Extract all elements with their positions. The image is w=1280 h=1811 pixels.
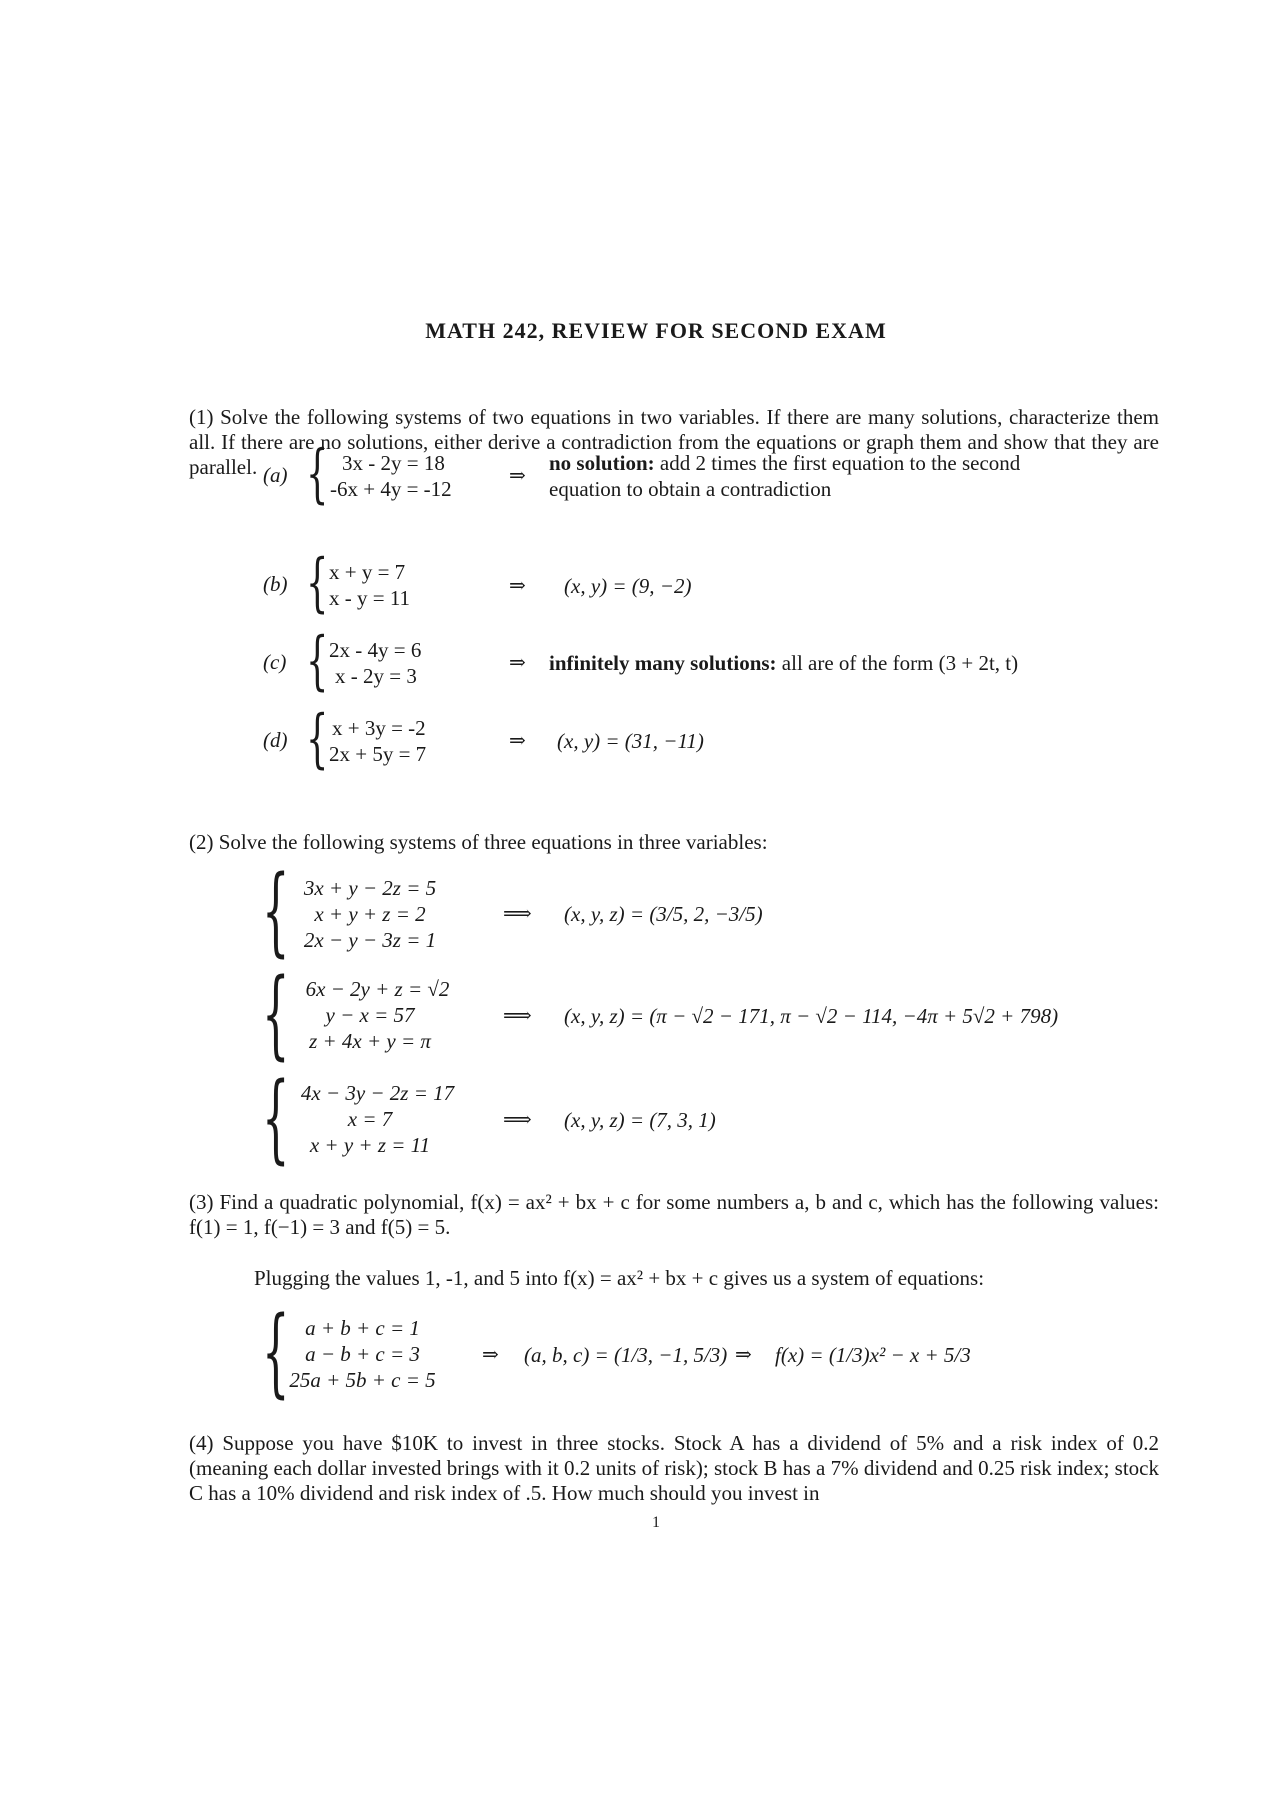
brace: { — [306, 437, 329, 511]
equation: a + b + c = 1 — [305, 1316, 420, 1340]
equation: 6x − 2y + z = √2 — [305, 977, 450, 1001]
answer-text: equation to obtain a contradiction — [549, 477, 832, 501]
implies-arrow: ⇒ — [735, 1344, 752, 1366]
label-d: (d) — [263, 728, 288, 752]
answer-abc: (a, b, c) = (1/3, −1, 5/3) — [524, 1343, 728, 1367]
equation: x - 2y = 3 — [335, 664, 417, 688]
problem-4-text: (4) Suppose you have $10K to invest in three stocks. Stock A has a dividend of 5% and a risk index of 0.2 (meaning each dollar invested brings with it 0.2 units of risk); stock B has a 7% dividend and 0.25 risk index; stock C has a 10% dividend and risk index of .5. How much should you invest in — [189, 1431, 1159, 1505]
equation: x + y + z = 2 — [314, 902, 426, 926]
brace: { — [262, 1296, 290, 1408]
answer: (x, y) = (31, −11) — [557, 729, 704, 753]
equation: a − b + c = 3 — [305, 1342, 420, 1366]
brace: { — [306, 546, 329, 620]
equation: x + y = 7 — [329, 560, 406, 584]
brace: { — [262, 1062, 290, 1174]
implies-arrow: ⇒ — [509, 652, 526, 674]
answer — [549, 651, 1018, 676]
page-number: 1 — [652, 1514, 660, 1531]
brace: { — [262, 855, 290, 967]
equation: 25a + 5b + c = 5 — [289, 1368, 436, 1392]
brace: { — [306, 624, 329, 698]
implies-arrow: ⟹ — [503, 903, 532, 925]
problem-3-text: (3) Find a quadratic polynomial, f(x) = ax² + bx + c for some numbers a, b and c, which has the following values: f(1) = 1, f(−1) = 3 and f(5) = 5. — [189, 1190, 1159, 1239]
implies-arrow: ⇒ — [509, 575, 526, 597]
brace: { — [306, 702, 329, 776]
equation: 3x + y − 2z = 5 — [303, 876, 437, 900]
answer-text: all are of the form (3 + 2t, t) — [776, 651, 1019, 675]
problem-1-text: (1) Solve the following systems of two equations in two variables. If there are many solutions, characterize them all. If there are no solutions, either derive a contradiction from the equations or graph them and show that they are parallel. — [189, 405, 1159, 479]
page-title: MATH 242, REVIEW FOR SECOND EXAM — [425, 318, 887, 343]
implies-arrow: ⟹ — [503, 1109, 532, 1131]
equation: 2x - 4y = 6 — [329, 638, 422, 662]
equation: x + 3y = -2 — [332, 716, 426, 740]
equation: 2x + 5y = 7 — [329, 742, 427, 766]
implies-arrow: ⇒ — [509, 730, 526, 752]
label-c: (c) — [263, 650, 287, 674]
equation: 4x − 3y − 2z = 17 — [300, 1081, 455, 1105]
implies-arrow: ⟹ — [503, 1005, 532, 1027]
equation: x = 7 — [347, 1107, 393, 1131]
label-a: (a) — [263, 463, 288, 487]
answer — [549, 451, 1020, 476]
brace: { — [262, 958, 290, 1070]
answer-bold: no solution: — [549, 451, 655, 475]
label-b: (b) — [263, 572, 288, 596]
implies-arrow: ⇒ — [482, 1344, 499, 1366]
equation: 3x - 2y = 18 — [342, 451, 445, 475]
problem-3-plugging-text: Plugging the values 1, -1, and 5 into f(x) = ax² + bx + c gives us a system of equations: — [254, 1266, 985, 1290]
answer: (x, y, z) = (3/5, 2, −3/5) — [564, 902, 763, 926]
answer-bold: infinitely many solutions: — [549, 651, 777, 675]
answer: (x, y, z) = (π − √2 − 171, π − √2 − 114, −4π + 5√2 + 798) — [564, 1004, 1059, 1028]
equation: 2x − y − 3z = 1 — [303, 928, 437, 952]
answer-text: add 2 times the first equation to the second — [654, 451, 1021, 475]
answer-fx: f(x) = (1/3)x² − x + 5/3 — [775, 1343, 971, 1367]
equation: -6x + 4y = -12 — [330, 477, 452, 501]
equation: z + 4x + y = π — [309, 1029, 431, 1053]
answer: (x, y) = (9, −2) — [564, 574, 692, 598]
implies-arrow: ⇒ — [509, 465, 526, 487]
equation: x - y = 11 — [329, 586, 411, 610]
equation: y − x = 57 — [325, 1003, 415, 1027]
equation: x + y + z = 11 — [309, 1133, 431, 1157]
answer: (x, y, z) = (7, 3, 1) — [564, 1108, 716, 1132]
problem-2-text: (2) Solve the following systems of three equations in three variables: — [189, 830, 768, 854]
